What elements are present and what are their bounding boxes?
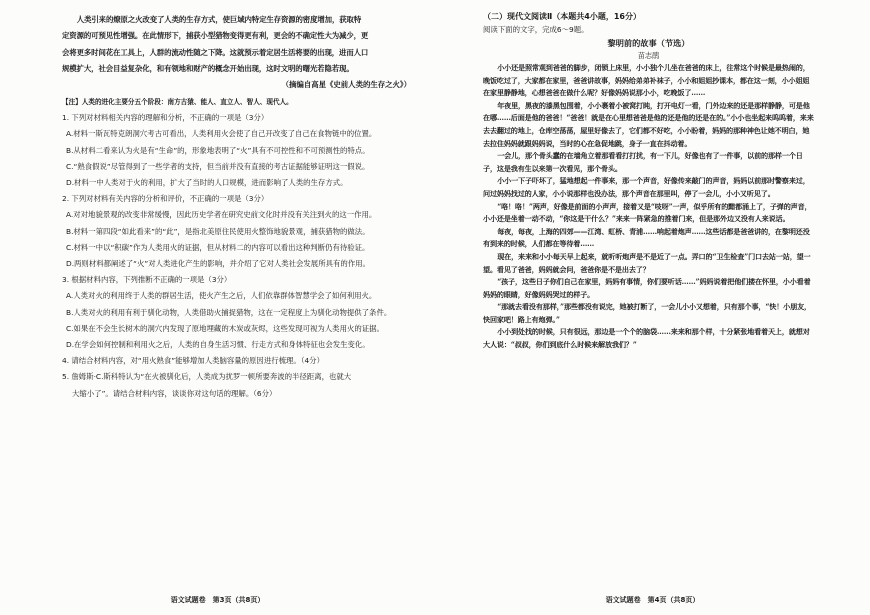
option-b: B.人类对火的利用有利于驯化动物，人类借助火捕捉猎物，这在一定程度上为驯化动物提供了条件。 <box>66 307 392 317</box>
option-d: D.在学会如何控制和利用火之后，人类的自身生活习惯、行走方式和身体特征也会发生变化。 <box>66 340 370 350</box>
option-c: C.“熟食假说”尽管得到了一些学者的支持，但当前并没有直接的考古证据能够证明这一假说。 <box>66 161 370 171</box>
passage-line: 定资源的可预见性增强。在此情形下，捕获小型猎物变得更有利，更会的不确定性大为减少，更 <box>62 31 369 41</box>
article-paragraph: “咯！咯！”两声，好像是前面的小声声，接着又是“吱呀”一声，似乎所有的黯都涌上了，子弹的声音，小小还是坐着一动不动，“你这是干什么？”来来一阵紧急的推着门来，但是那外边又没有人来说话。 <box>483 201 812 224</box>
option-a: A.对对地貌景观的改变非常缓慢，因此历史学者在研究史前文化时并没有关注到火的这一作用。 <box>66 210 377 220</box>
article-author: 苗志鹃 <box>637 51 660 60</box>
article-paragraph: 现在，来来和小小每天早上起来，就听听炮声是不是近了一点。弄口的“卫生检查”门口去站一站，望一望。看见了爸爸，妈妈就会问，爸爸你是不是出去了？ <box>483 251 811 274</box>
option-d: D.材料一中人类对于火的利用，扩大了当时的人口规模，进而影响了人类的生存方式。 <box>66 178 348 187</box>
article-paragraph: “那就去看没有那样，”那些都没有说完，她被打断了，一会儿小小又想着，只有那个事，“快！小朋友，快回家吧！路上有炮弹。” <box>483 302 811 324</box>
question-stem: 3. 根据材料内容，下列推断不正确的一项是（3分） <box>62 275 232 285</box>
option-a: A.人类对火的利用终于人类的群居生活，使火产生之后，人们依靠群体智慧学会了如何利用火。 <box>66 291 377 301</box>
option-c: C.如果在不会生长树木的洞穴内发现了原地埋藏的木炭或灰烬，这些发现可视为人类用火的证据。 <box>66 323 384 333</box>
article-body <box>483 62 814 352</box>
question-5 <box>62 369 425 401</box>
article-paragraph: 年夜里，黑夜的漆黑包围着，小小裹着小被窝打盹，打开电灯一看，门外边来的还是那样静静，可是他在哪……后面是他的爸爸！“爸爸！就是在心里想爸爸是他的还是他的还是在的。”小小也坐起来呜呜着，来来去去翻过的地上，仓库空荡荡，屋里好像去了，它们都不好吃，小小盼着，妈妈的那种神色让她不明白，她去拉住妈妈就跟妈妈说，当时的心在急促地跳，身子一直在抖动着。 <box>483 100 814 148</box>
page-4 <box>435 0 870 615</box>
question-3 <box>62 272 425 353</box>
passage-line: 会将更多时间花在工具上，人群的流动性随之下降。这就预示着定居生活将要的出现，进而人口 <box>62 47 369 57</box>
question-5-line: 5. 詹姆斯·C.斯科特认为“在火被驯化后，人类成为扰罗一顿所要奔波的半径距离，也就大 <box>62 372 352 382</box>
option-c: C.材料一中以“积碳”作为人类用火的证据，但从材料二的内容可以看出这种判断仍有待验证。 <box>66 242 370 252</box>
article-title: 黎明前的故事（节选） <box>607 38 690 48</box>
passage-line: 人类引来的燎原之火改变了人类的生存方式，使巨域内特定生存资源的密度增加，获取特 <box>76 15 362 24</box>
option-a: A.材料一斯瓦特克朗洞穴考古可看出，人类利用火会使了自己开改变了自己在食物链中的位置。 <box>66 129 377 139</box>
article-paragraph: 一会儿，那个骨头蠢的在墙角立着那看看打打扰，有一下儿，好像也有了一件事，以前的那样一个日子，这是我有生以来第一次看见，那个骨头。 <box>483 151 803 173</box>
article-paragraph: 小小一下子吓坏了，猛地想起一件事来，那一个声音，好像传来敲门的声音，妈妈以前那时警察来过，问过妈妈找过的人家，小小说那样也没办法，那个声音在那里叫，停了一会儿，小小又听见了。 <box>483 176 810 198</box>
question-stem: 2. 下列对材料有关内容的分析和评价，不正确的一项是（3分） <box>62 194 269 204</box>
question-1 <box>62 110 425 191</box>
article-paragraph: 小小到处找的时候，只有很远，那边是一个个的脑袋……来来和那个样，十分紧张地看着天上，就想对大人说：“叔叔，你们到底什么时候来解放我们？” <box>483 327 810 350</box>
footnote: 【注】人类的进化主要分五个阶段：南方古猿、能人、直立人、智人、现代人。 <box>62 98 293 107</box>
question-2 <box>62 191 425 272</box>
page-footer: 语文试题卷 第4页（共8页） <box>605 596 700 604</box>
option-b: B.材料一第四段“如此看来”的“此”，是指北美原住民使用火整饰地貌景观，捕获猎物的做法。 <box>66 226 370 236</box>
article-paragraph: 每夜，每夜，上海的四郊——江湾、虹桥、青浦……响起着炮声……这些话都是爸爸讲的，在黎明还没有到来的时候，人们都在等待着…… <box>483 226 810 249</box>
source-citation: （摘编自高星《史前人类的生存之火》） <box>281 80 411 90</box>
question-stem: 1. 下列对材料相关内容的理解和分析，不正确的一项是（3分） <box>62 113 269 123</box>
question-4: 4. 请结合材料内容，对“用火熟食”能够增加人类脑容量的原因进行梳理。（4分） <box>62 356 324 366</box>
article-paragraph: “孩子，这些日子你们自己在家里，妈妈有事情，你们要听话……”妈妈说着把他们搂在怀里，小小看着妈妈的眼睛，好像妈妈哭过的样子。 <box>483 277 811 299</box>
article-paragraph: 小小还是照常观到爸爸的脚步，闭锁上床里，小小独个儿坐在爸爸的床上，往常这个时候是最热闹的，晚饭吃过了，大家都在家里，爸爸讲故事，妈妈给弟弟补袜子，小小和姐姐抄课本，都在这一刻，小小姐姐在家里静静地，心想爸爸在做什么呢？好像妈妈说那小小，吃晚饭了…… <box>483 63 810 98</box>
passage-line: 规模扩大，社会目益复杂化，和有领地和财产的概念开始出现，这时文明的曙光若隐若现。 <box>62 63 354 73</box>
passage-excerpt <box>62 12 425 77</box>
question-5-line: 大缩小了”。请结合材料内容，谈谈你对这句话的理解。（6分） <box>72 388 277 398</box>
page-footer: 语文试题卷 第3页（共8页） <box>170 596 265 604</box>
option-d: D.两则材料都阐述了“火”对人类进化产生的影响，并介绍了它对人类社会发展所具有的作用。 <box>66 259 370 269</box>
section-instruction: 阅读下面的文字，完成6～9题。 <box>483 25 589 34</box>
section-heading: （二）现代文阅读Ⅱ（本题共4小题，16分） <box>483 12 641 21</box>
option-b: B.从材料二看来认为火是有“生命”的，形象地表明了“火”具有不可控性和不可预测性的特点。 <box>66 145 370 155</box>
